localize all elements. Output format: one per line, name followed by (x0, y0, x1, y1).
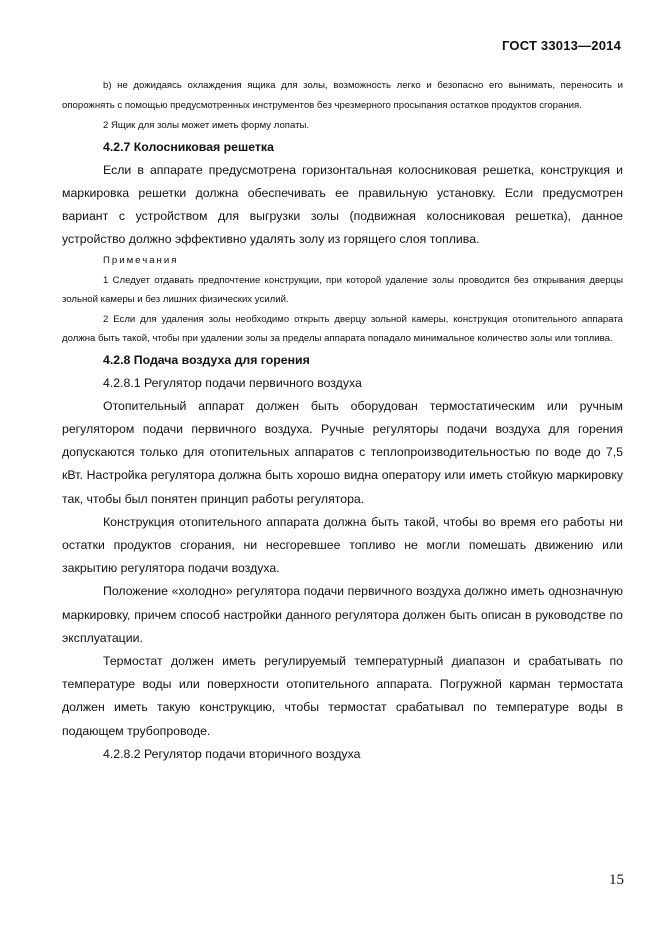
clause-b-text: b) не дожидаясь охлаждения ящика для золы, возможность легко и безопасно его вынимать, переносить и опорожнять с помощью предусмотренных инструментов без чрезмерного просыпания остатков продуктов сгорания. (62, 80, 623, 111)
subsection-4-2-8-1-heading: 4.2.8.1 Регулятор подачи первичного воздуха (103, 375, 362, 390)
regulator-paragraph: Отопительный аппарат должен быть оборудован термостатическим или ручным регулятором подачи первичного воздуха. Ручные регуляторы подачи воздуха для горения допускаются только для отопительных аппаратов с теплопроизводительностью по воде до 7,5 кВт. Настройка регулятора должна быть хорошо видна оператору или иметь стойкую маркировку так, чтобы был понятен принцип работы регулятора. (62, 398, 623, 506)
section-4-2-7-heading: 4.2.7 Колосниковая решетка (103, 139, 274, 154)
standard-header: ГОСТ 33013—2014 (502, 38, 621, 53)
note-2-ash-box: 2 Ящик для золы может иметь форму лопаты. (103, 120, 310, 131)
thermostat-paragraph: Термостат должен иметь регулируемый температурный диапазон и срабатывать по температуре воды или поверхности отопительного аппарата. Погружной карман термостата должен иметь такую конструкцию, чтобы термостат срабатывал по температуре воды в подающем трубопроводе. (62, 654, 623, 738)
cold-position-paragraph: Положение «холодно» регулятора подачи первичного воздуха должно иметь однозначную маркировку, причем способ настройки данного регулятора должен быть описан в руководстве по эксплуатации. (62, 584, 623, 645)
page-content (62, 76, 623, 766)
grate-paragraph: Если в аппарате предусмотрена горизонтальная колосниковая решетка, конструкция и маркировка решетки должна обеспечивать ее правильную установку. Если предусмотрен вариант с устройством для выгрузки золы (подвижная колосниковая решетка), данное устройство должно эффективно удалять золу из горящего слоя топлива. (62, 162, 623, 247)
construction-paragraph: Конструкция отопительного аппарата должна быть такой, чтобы во время его работы ни остатки продуктов сгорания, ни несгоревшее топливо не могли помешать движению или закрытию регулятора подачи воздуха. (62, 514, 623, 576)
subsection-4-2-8-2-heading: 4.2.8.2 Регулятор подачи вторичного воздуха (103, 746, 361, 761)
note-1-text: 1 Следует отдавать предпочтение конструкции, при которой удаление золы проводится без открывания дверцы зольной камеры и без лишних физических усилий. (62, 274, 623, 306)
section-4-2-8-heading: 4.2.8 Подача воздуха для горения (103, 352, 310, 367)
notes-label: Примечания (103, 255, 179, 267)
page-number: 15 (609, 872, 624, 888)
note-2-text: 2 Если для удаления золы необходимо открыть дверцу зольной камеры, конструкция отопительного аппарата должна быть такой, чтобы при удалении золы за пределы аппарата попадало минимальное количество золы или топлива. (62, 313, 623, 345)
